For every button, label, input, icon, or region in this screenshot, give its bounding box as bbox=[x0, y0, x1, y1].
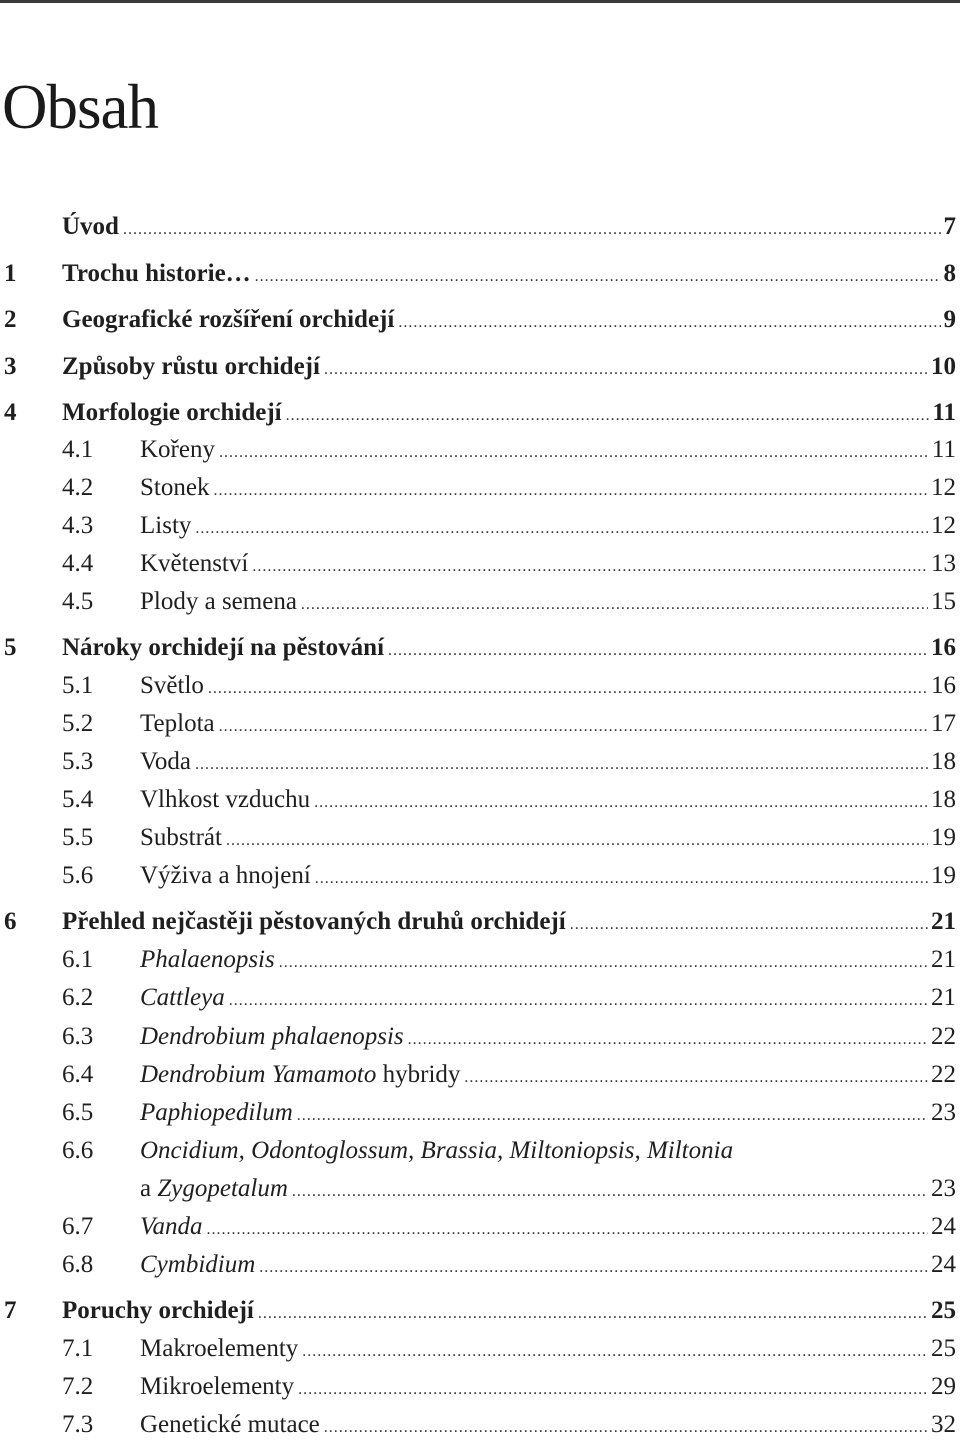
toc-title-part: Trochu historie… bbox=[62, 260, 251, 287]
toc-title-part: Genetické mutace bbox=[140, 1411, 320, 1438]
toc-title bbox=[140, 783, 310, 817]
dot-leader bbox=[408, 1023, 928, 1057]
toc-section[interactable] bbox=[0, 669, 956, 703]
toc-line bbox=[140, 471, 956, 508]
toc-line bbox=[140, 783, 956, 820]
toc-section[interactable] bbox=[0, 1332, 956, 1366]
toc-section[interactable] bbox=[0, 433, 956, 467]
toc-section[interactable] bbox=[0, 1058, 956, 1092]
toc-page-number: 19 bbox=[931, 824, 956, 851]
toc-line bbox=[62, 303, 956, 340]
toc-line bbox=[140, 1248, 956, 1285]
toc-title-part: Stonek bbox=[140, 474, 210, 501]
toc-line bbox=[140, 433, 956, 470]
toc-number: 4.3 bbox=[62, 512, 94, 539]
toc-title bbox=[140, 981, 225, 1015]
toc-line bbox=[140, 1058, 956, 1095]
toc-section[interactable] bbox=[0, 1248, 956, 1282]
toc-line bbox=[140, 1096, 956, 1133]
dot-leader bbox=[258, 1297, 928, 1331]
toc-title-part: Mikroelementy bbox=[140, 1373, 295, 1400]
toc-section[interactable] bbox=[0, 1134, 956, 1206]
toc-line bbox=[140, 547, 956, 584]
toc-line bbox=[140, 821, 956, 858]
toc-title-part: Makroelementy bbox=[140, 1335, 299, 1362]
toc-number: 6.2 bbox=[62, 984, 94, 1011]
toc-line bbox=[62, 1294, 956, 1331]
toc-line bbox=[140, 707, 956, 744]
dot-leader bbox=[388, 634, 928, 668]
toc-number: 7.1 bbox=[62, 1335, 94, 1362]
toc-title bbox=[140, 509, 191, 543]
toc-title-part: Kořeny bbox=[140, 436, 215, 463]
toc-page-number: 19 bbox=[931, 862, 956, 889]
toc-section[interactable] bbox=[0, 943, 956, 977]
dot-leader bbox=[195, 512, 928, 546]
toc-line bbox=[140, 1210, 956, 1247]
toc-title bbox=[140, 585, 297, 619]
toc-number: 4.1 bbox=[62, 436, 94, 463]
toc-title bbox=[62, 396, 282, 430]
toc-title-part: Nároky orchidejí na pěstování bbox=[62, 634, 385, 661]
toc-title bbox=[140, 1020, 404, 1054]
top-rule bbox=[0, 0, 960, 3]
dot-leader bbox=[298, 1373, 928, 1407]
toc-number: 6.6 bbox=[62, 1137, 94, 1164]
toc-line bbox=[140, 943, 956, 980]
toc-title-part: Světlo bbox=[140, 672, 204, 699]
dot-leader bbox=[297, 1099, 928, 1133]
dot-leader bbox=[259, 1251, 928, 1285]
toc-line bbox=[62, 210, 956, 247]
dot-leader bbox=[324, 1411, 928, 1445]
dot-leader bbox=[279, 946, 928, 980]
toc-number: 6.1 bbox=[62, 946, 94, 973]
toc-page-number: 18 bbox=[931, 748, 956, 775]
toc-title bbox=[140, 1370, 294, 1404]
toc-number: 5 bbox=[4, 634, 17, 661]
toc-title bbox=[62, 905, 566, 939]
dot-leader bbox=[398, 306, 940, 340]
toc-line bbox=[62, 350, 956, 387]
toc-number: 6 bbox=[4, 908, 17, 935]
toc-page-number: 13 bbox=[931, 550, 956, 577]
toc-title bbox=[62, 303, 394, 337]
toc-section[interactable] bbox=[0, 509, 956, 543]
toc-line bbox=[62, 257, 956, 294]
toc-line bbox=[140, 585, 956, 622]
toc-line bbox=[62, 631, 956, 668]
toc-page-number: 7 bbox=[943, 213, 956, 240]
toc-title bbox=[140, 1172, 288, 1206]
dot-leader bbox=[324, 353, 928, 387]
toc-line bbox=[140, 981, 956, 1018]
toc-number: 6.4 bbox=[62, 1061, 94, 1088]
dot-leader bbox=[213, 474, 928, 508]
toc-title-part: Cattleya bbox=[140, 984, 225, 1011]
toc-page-number: 22 bbox=[931, 1023, 956, 1050]
toc-page-number: 21 bbox=[931, 908, 956, 935]
toc-line bbox=[140, 669, 956, 706]
toc-title bbox=[140, 1058, 460, 1092]
toc-section[interactable] bbox=[0, 1210, 956, 1244]
toc-section[interactable] bbox=[0, 707, 956, 741]
toc-title bbox=[62, 631, 384, 665]
toc-title-part: Květenství bbox=[140, 550, 249, 577]
toc-number: 4 bbox=[4, 399, 17, 426]
toc-page-number: 18 bbox=[931, 786, 956, 813]
toc-title-part: Teplota bbox=[140, 710, 215, 737]
dot-leader bbox=[286, 399, 930, 433]
dot-leader bbox=[292, 1175, 928, 1209]
toc-section[interactable] bbox=[0, 1370, 956, 1404]
dot-leader bbox=[219, 436, 929, 470]
toc-number: 4.2 bbox=[62, 474, 94, 501]
toc-title-part: hybridy bbox=[376, 1061, 461, 1088]
toc-title-part: Phalaenopsis bbox=[140, 946, 275, 973]
toc-title-part: Úvod bbox=[62, 213, 119, 240]
toc-page-number: 12 bbox=[931, 474, 956, 501]
toc-section[interactable] bbox=[0, 859, 956, 893]
toc-number: 6.3 bbox=[62, 1023, 94, 1050]
toc-number: 5.5 bbox=[62, 824, 94, 851]
toc-number: 5.3 bbox=[62, 748, 94, 775]
toc-page-number: 24 bbox=[931, 1213, 956, 1240]
toc-title bbox=[140, 1096, 293, 1130]
toc-section[interactable] bbox=[0, 745, 956, 779]
toc-title-part: a bbox=[140, 1175, 158, 1202]
toc-chapter[interactable] bbox=[0, 905, 956, 939]
toc-section[interactable] bbox=[0, 981, 956, 1015]
toc-page-number: 23 bbox=[931, 1099, 956, 1126]
toc-page-number: 8 bbox=[943, 260, 956, 287]
toc-chapter[interactable] bbox=[0, 257, 956, 291]
toc-page-number: 9 bbox=[943, 306, 956, 333]
dot-leader bbox=[195, 748, 928, 782]
toc-number: 5.4 bbox=[62, 786, 94, 813]
toc-title-part: Výživa a hnojení bbox=[140, 862, 311, 889]
toc-number: 6.7 bbox=[62, 1213, 94, 1240]
toc-page-number: 25 bbox=[931, 1335, 956, 1362]
toc-title bbox=[140, 433, 215, 467]
toc-page-number: 21 bbox=[931, 984, 956, 1011]
toc-section[interactable] bbox=[0, 1020, 956, 1054]
dot-leader bbox=[464, 1061, 928, 1095]
toc-number: 2 bbox=[4, 306, 17, 333]
dot-leader bbox=[226, 824, 928, 858]
toc-title bbox=[140, 707, 215, 741]
toc-title bbox=[62, 210, 119, 244]
toc-page-number: 25 bbox=[931, 1297, 956, 1324]
toc-title-part: Poruchy orchidejí bbox=[62, 1297, 254, 1324]
toc-number: 5.6 bbox=[62, 862, 94, 889]
toc-title-part: Přehled nejčastěji pěstovaných druhů orchidejí bbox=[62, 908, 566, 935]
toc-title-part: Dendrobium Yamamoto bbox=[140, 1061, 377, 1088]
dot-leader bbox=[570, 908, 928, 942]
toc-title bbox=[140, 1248, 255, 1282]
toc-section[interactable] bbox=[0, 547, 956, 581]
toc-chapter[interactable] bbox=[0, 210, 956, 244]
toc-chapter[interactable] bbox=[0, 303, 956, 337]
toc-title-part: Vanda bbox=[140, 1213, 203, 1240]
toc-title-part: Voda bbox=[140, 748, 191, 775]
toc-number: 4.4 bbox=[62, 550, 94, 577]
toc-number: 3 bbox=[4, 353, 17, 380]
toc-title-part: Substrát bbox=[140, 824, 222, 851]
toc-number: 4.5 bbox=[62, 588, 94, 615]
toc-number: 6.8 bbox=[62, 1251, 94, 1278]
toc-page-number: 15 bbox=[931, 588, 956, 615]
dot-leader bbox=[315, 862, 928, 896]
toc-title-part: Paphiopedilum bbox=[140, 1099, 293, 1126]
dot-leader bbox=[314, 786, 928, 820]
toc-line bbox=[140, 745, 956, 782]
toc-section[interactable] bbox=[0, 1096, 956, 1130]
dot-leader bbox=[219, 710, 928, 744]
toc-title bbox=[140, 471, 209, 505]
dot-leader bbox=[255, 260, 941, 294]
toc-title bbox=[140, 943, 275, 977]
toc-title-part: Geografické rozšíření orchidejí bbox=[62, 306, 395, 333]
toc-chapter[interactable] bbox=[0, 396, 956, 430]
toc-title-part: Morfologie orchidejí bbox=[62, 399, 282, 426]
toc-title-part: Listy bbox=[140, 512, 192, 539]
page-title: Obsah bbox=[2, 72, 158, 142]
toc-title-part: Cymbidium bbox=[140, 1251, 256, 1278]
toc-line bbox=[62, 396, 956, 433]
dot-leader bbox=[302, 1335, 928, 1369]
toc-title-part: Plody a semena bbox=[140, 588, 297, 615]
toc-title bbox=[140, 1332, 298, 1366]
toc-line bbox=[140, 509, 956, 546]
toc-line bbox=[62, 905, 956, 942]
toc-title bbox=[62, 257, 251, 291]
toc-page-number: 21 bbox=[931, 946, 956, 973]
toc-line bbox=[140, 1332, 956, 1369]
toc-title bbox=[62, 350, 320, 384]
toc-number: 7.3 bbox=[62, 1411, 94, 1438]
toc-page-number: 32 bbox=[931, 1411, 956, 1438]
dot-leader bbox=[229, 984, 928, 1018]
dot-leader bbox=[252, 550, 928, 584]
toc-section[interactable] bbox=[0, 471, 956, 505]
dot-leader bbox=[123, 213, 941, 247]
toc-section[interactable] bbox=[0, 821, 956, 855]
toc-number: 1 bbox=[4, 260, 17, 287]
toc-section[interactable] bbox=[0, 783, 956, 817]
toc-line bbox=[140, 859, 956, 896]
toc-page-number: 22 bbox=[931, 1061, 956, 1088]
toc-number: 5.2 bbox=[62, 710, 94, 737]
toc-title bbox=[140, 821, 222, 855]
toc-title-part: Dendrobium phalaenopsis bbox=[140, 1023, 404, 1050]
toc-chapter[interactable] bbox=[0, 350, 956, 384]
toc-page-number: 16 bbox=[931, 672, 956, 699]
toc-line bbox=[140, 1172, 956, 1209]
toc-title-part: Vlhkost vzduchu bbox=[140, 786, 311, 813]
toc-page-number: 16 bbox=[931, 634, 956, 661]
toc-line bbox=[140, 1408, 956, 1445]
toc-page-number: 10 bbox=[931, 353, 956, 380]
toc-title bbox=[62, 1294, 254, 1328]
toc-number: 6.5 bbox=[62, 1099, 94, 1126]
toc-number: 7 bbox=[4, 1297, 17, 1324]
toc-page-number: 23 bbox=[931, 1175, 956, 1202]
toc-page-number: 17 bbox=[931, 710, 956, 737]
toc-section[interactable] bbox=[0, 585, 956, 619]
dot-leader bbox=[207, 1213, 929, 1247]
toc-title bbox=[140, 547, 248, 581]
toc-number: 5.1 bbox=[62, 672, 94, 699]
dot-leader bbox=[208, 672, 928, 706]
toc-page-number: 11 bbox=[932, 399, 956, 426]
toc-page-number: 12 bbox=[931, 512, 956, 539]
toc-chapter[interactable] bbox=[0, 1294, 956, 1328]
toc-title-part: Zygopetalum bbox=[157, 1175, 288, 1202]
toc-title bbox=[140, 1210, 203, 1244]
toc-page-number: 11 bbox=[931, 436, 956, 463]
toc-title-part: Způsoby růstu orchidejí bbox=[62, 353, 320, 380]
toc-title-first-line: Oncidium, Odontoglossum, Brassia, Miltoniopsis, Miltonia bbox=[140, 1137, 734, 1164]
toc-page-number: 29 bbox=[931, 1373, 956, 1400]
toc-number: 7.2 bbox=[62, 1373, 94, 1400]
toc-line bbox=[140, 1370, 956, 1407]
toc-title bbox=[140, 859, 311, 893]
toc-page-number: 24 bbox=[931, 1251, 956, 1278]
dot-leader bbox=[301, 588, 928, 622]
toc-line bbox=[140, 1020, 956, 1057]
toc-chapter[interactable] bbox=[0, 631, 956, 665]
toc-title bbox=[140, 745, 191, 779]
toc-title bbox=[140, 669, 204, 703]
